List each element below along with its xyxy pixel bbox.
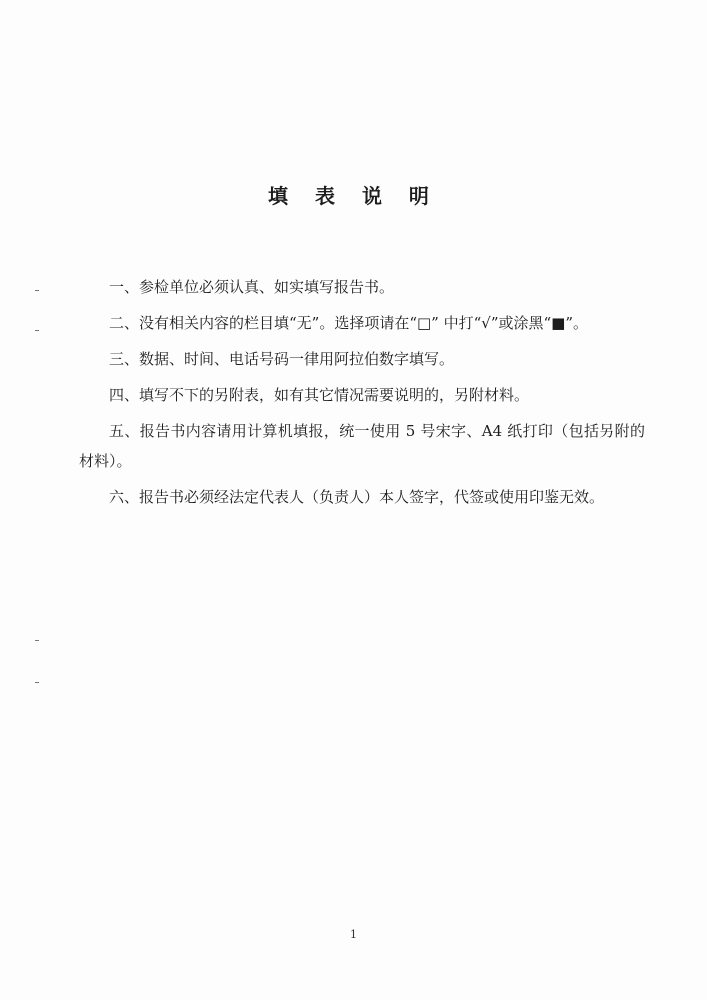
instruction-item-1: 一、参检单位必须认真、如实填写报告书。 (109, 278, 395, 296)
page-title: 填 表 说 明 (268, 184, 439, 208)
instruction-item-3: 三、数据、时间、电话号码一律用阿拉伯数字填写。 (109, 350, 455, 368)
page-number: 1 (350, 928, 357, 941)
scan-artifact (35, 330, 39, 331)
instruction-item-4: 四、填写不下的另附表，如有其它情况需要说明的，另附材料。 (109, 386, 530, 404)
instruction-item-6: 六、报告书必须经法定代表人（负责人）本人签字，代签或使用印鉴无效。 (109, 488, 605, 506)
scan-artifact (35, 682, 39, 683)
instructions-body (79, 272, 645, 518)
instruction-item-2: 二、没有相关内容的栏目填“无”。选择项请在“□” 中打“√”或涂黑“■”。 (109, 314, 589, 332)
scan-artifact (35, 290, 39, 291)
instruction-item-5: 五、报告书内容请用计算机填报，统一使用 5 号宋字、A4 纸打印（包括另附的材料）。 (79, 422, 645, 470)
scan-artifact (35, 640, 39, 641)
